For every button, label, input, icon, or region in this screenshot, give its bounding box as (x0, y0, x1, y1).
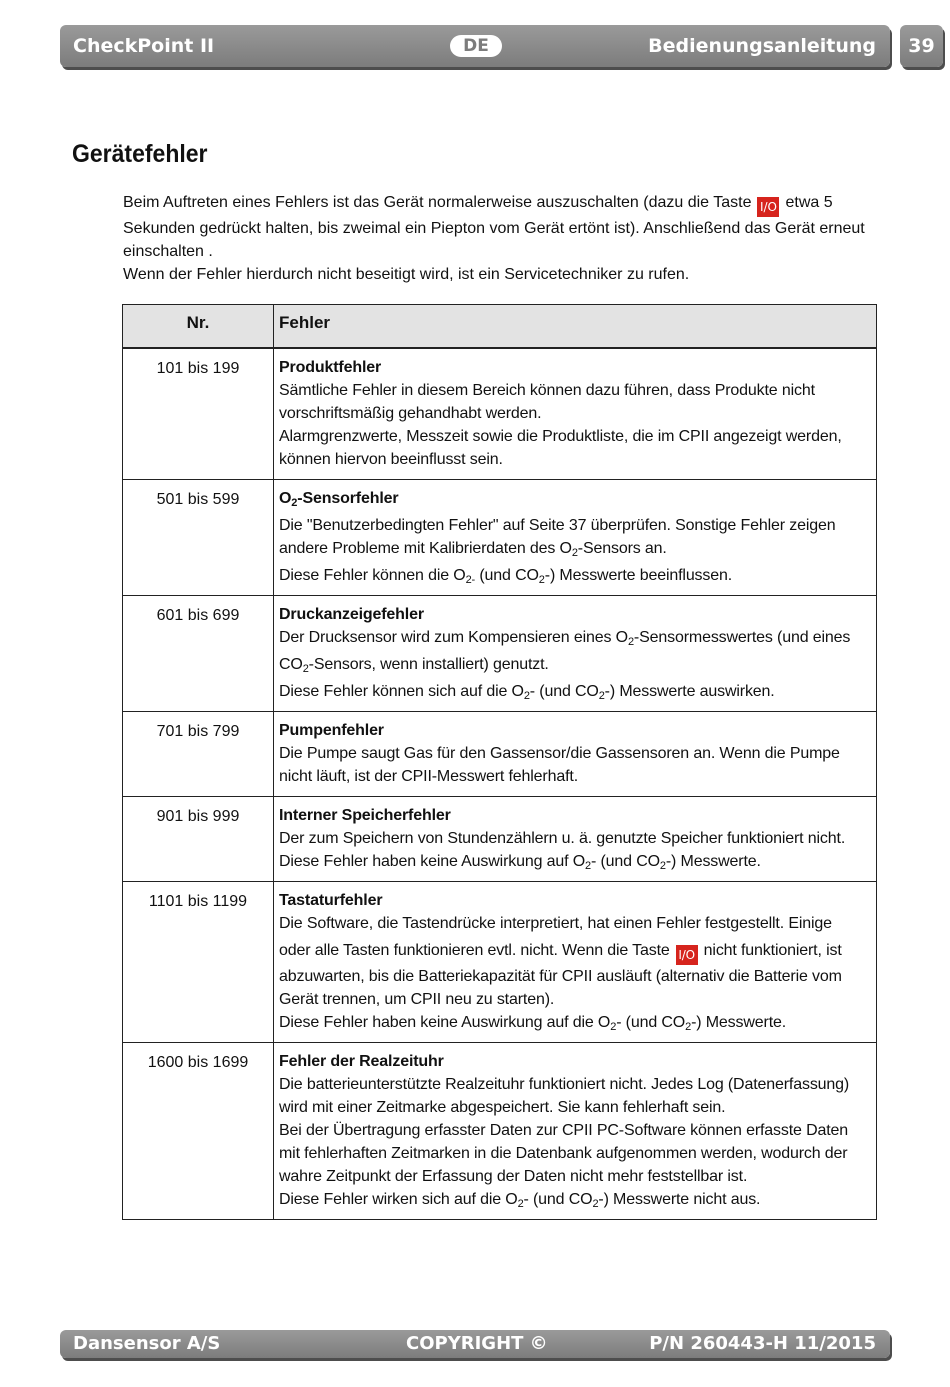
error-title: Druckanzeigefehler (279, 605, 424, 623)
intro-line-2: Sekunden gedrückt halten, bis zweimal ein Piepton vom Gerät ertönt ist). Anschließend das Gerät erneut (123, 220, 865, 237)
intro-text (123, 191, 883, 286)
error-description: Fehler der Realzeituhr Die batterieunterstützte Realzeituhr funktioniert nicht. Jedes Log (Datenerfassung) wird mit einer Zeitmarke abgespeichert. Sie kann fehlerhaft sein. Bei der Übertragung erfasster Daten zur CPII PC-Software können erfasste Daten mit fehlerhaften Zeitmarken in die Datenbank aufgenommen werden, wodurch der wahre Zeitpunkt der Erfassung der Daten nicht mehr feststellbar ist. Diese Fehler wirken sich auf die $O_2-$ (und $CO_2-$) Messwerte nicht aus. (274, 1042, 877, 1219)
error-description: $O_2$-Sensorfehler Die "Benutzerbedingten Fehler" auf Seite 37 überprüfen. Sonstige Fehler zeigen andere Probleme mit Kalibrierdaten des $O_2$-Sensors an. Diese Fehler können die $O_{2-}$ (und $CO_2-$) Messwerte beeinflussen. (274, 479, 877, 595)
table-header-row (123, 305, 877, 348)
table-row (123, 711, 877, 796)
power-key-icon: I/O (757, 197, 779, 217)
language-badge: DE (450, 35, 502, 57)
table-row (123, 796, 877, 881)
error-description: Pumpenfehler Die Pumpe saugt Gas für den Gassensor/die Gassensoren an. Wenn die Pumpe nicht läuft, ist der CPII-Messwert fehlerhaft. (274, 711, 877, 796)
table-row (123, 595, 877, 711)
product-name: CheckPoint II (73, 35, 215, 57)
error-title: Pumpenfehler (279, 721, 384, 739)
table-row (123, 1042, 877, 1219)
error-description: Druckanzeigefehler Der Drucksensor wird zum Kompensieren eines $O_2$-Sensormesswertes (und eines $CO_2$-Sensors, wenn installiert) genutzt. Diese Fehler können sich auf die $O_2-$ (und $CO_2-$) Messwerte auswirken. (274, 595, 877, 711)
intro-line-1: Beim Auftreten eines Fehlers ist das Gerät normalerweise auszuschalten (dazu die Taste I/O etwa 5 (123, 191, 883, 217)
error-title: Tastaturfehler (279, 891, 383, 909)
column-header-nr: Nr. (123, 305, 274, 348)
footer-bar (60, 1330, 890, 1358)
intro-line-4: Wenn der Fehler hierdurch nicht beseitigt wird, ist ein Servicetechniker zu rufen. (123, 266, 690, 283)
error-description: Tastaturfehler Die Software, die Tastendrücke interpretiert, hat einen Fehler festgestellt. Einige oder alle Tasten funktionieren evtl. nicht. Wenn die Taste I/O nicht funktioniert, ist abzuwarten, bis die Batteriekapazität für CPII ausläuft (alternativ die Batterie vom Gerät trennen, um CPII neu zu starten). Diese Fehler haben keine Auswirkung auf die $O_2-$ (und $CO_2-$) Messwerte. (274, 881, 877, 1042)
table-row (123, 881, 877, 1042)
intro-line-3: einschalten . (123, 243, 213, 260)
error-code-range: 601 bis 699 (123, 595, 274, 711)
copyright: COPYRIGHT © (406, 1333, 548, 1354)
header-bar (60, 25, 890, 67)
error-title: $O_2$-Sensorfehler (279, 489, 399, 509)
error-title: Fehler der Realzeituhr (279, 1052, 444, 1070)
page-number: 39 (900, 25, 943, 67)
error-description: Interner Speicherfehler Der zum Speichern von Stundenzählern u. ä. genutzte Speicher funktioniert nicht. Diese Fehler haben keine Auswirkung auf $O_2-$ (und $CO_2-$) Messwerte. (274, 796, 877, 881)
company-name: Dansensor A/S (73, 1333, 221, 1354)
column-header-fehler: Fehler (274, 305, 877, 348)
page-title: Gerätefehler (72, 140, 208, 168)
error-code-range: 1600 bis 1699 (123, 1042, 274, 1219)
error-description: Produktfehler Sämtliche Fehler in diesem Bereich können dazu führen, dass Produkte nicht vorschriftsmäßig gehandhabt werden. Alarmgrenzwerte, Messzeit sowie die Produktliste, die im CPII angezeigt werden, können hiervon beeinflusst sein. (274, 348, 877, 480)
error-table (122, 304, 877, 1220)
error-code-range: 901 bis 999 (123, 796, 274, 881)
table-row (123, 348, 877, 480)
power-key-icon: I/O (676, 945, 698, 965)
error-code-range: 501 bis 599 (123, 479, 274, 595)
part-number: P/N 260443-H 11/2015 (649, 1333, 876, 1354)
error-code-range: 701 bis 799 (123, 711, 274, 796)
error-code-range: 1101 bis 1199 (123, 881, 274, 1042)
table-row (123, 479, 877, 595)
document-type: Bedienungsanleitung (648, 35, 876, 57)
error-title: Interner Speicherfehler (279, 806, 451, 824)
error-title: Produktfehler (279, 358, 382, 376)
error-code-range: 101 bis 199 (123, 348, 274, 480)
